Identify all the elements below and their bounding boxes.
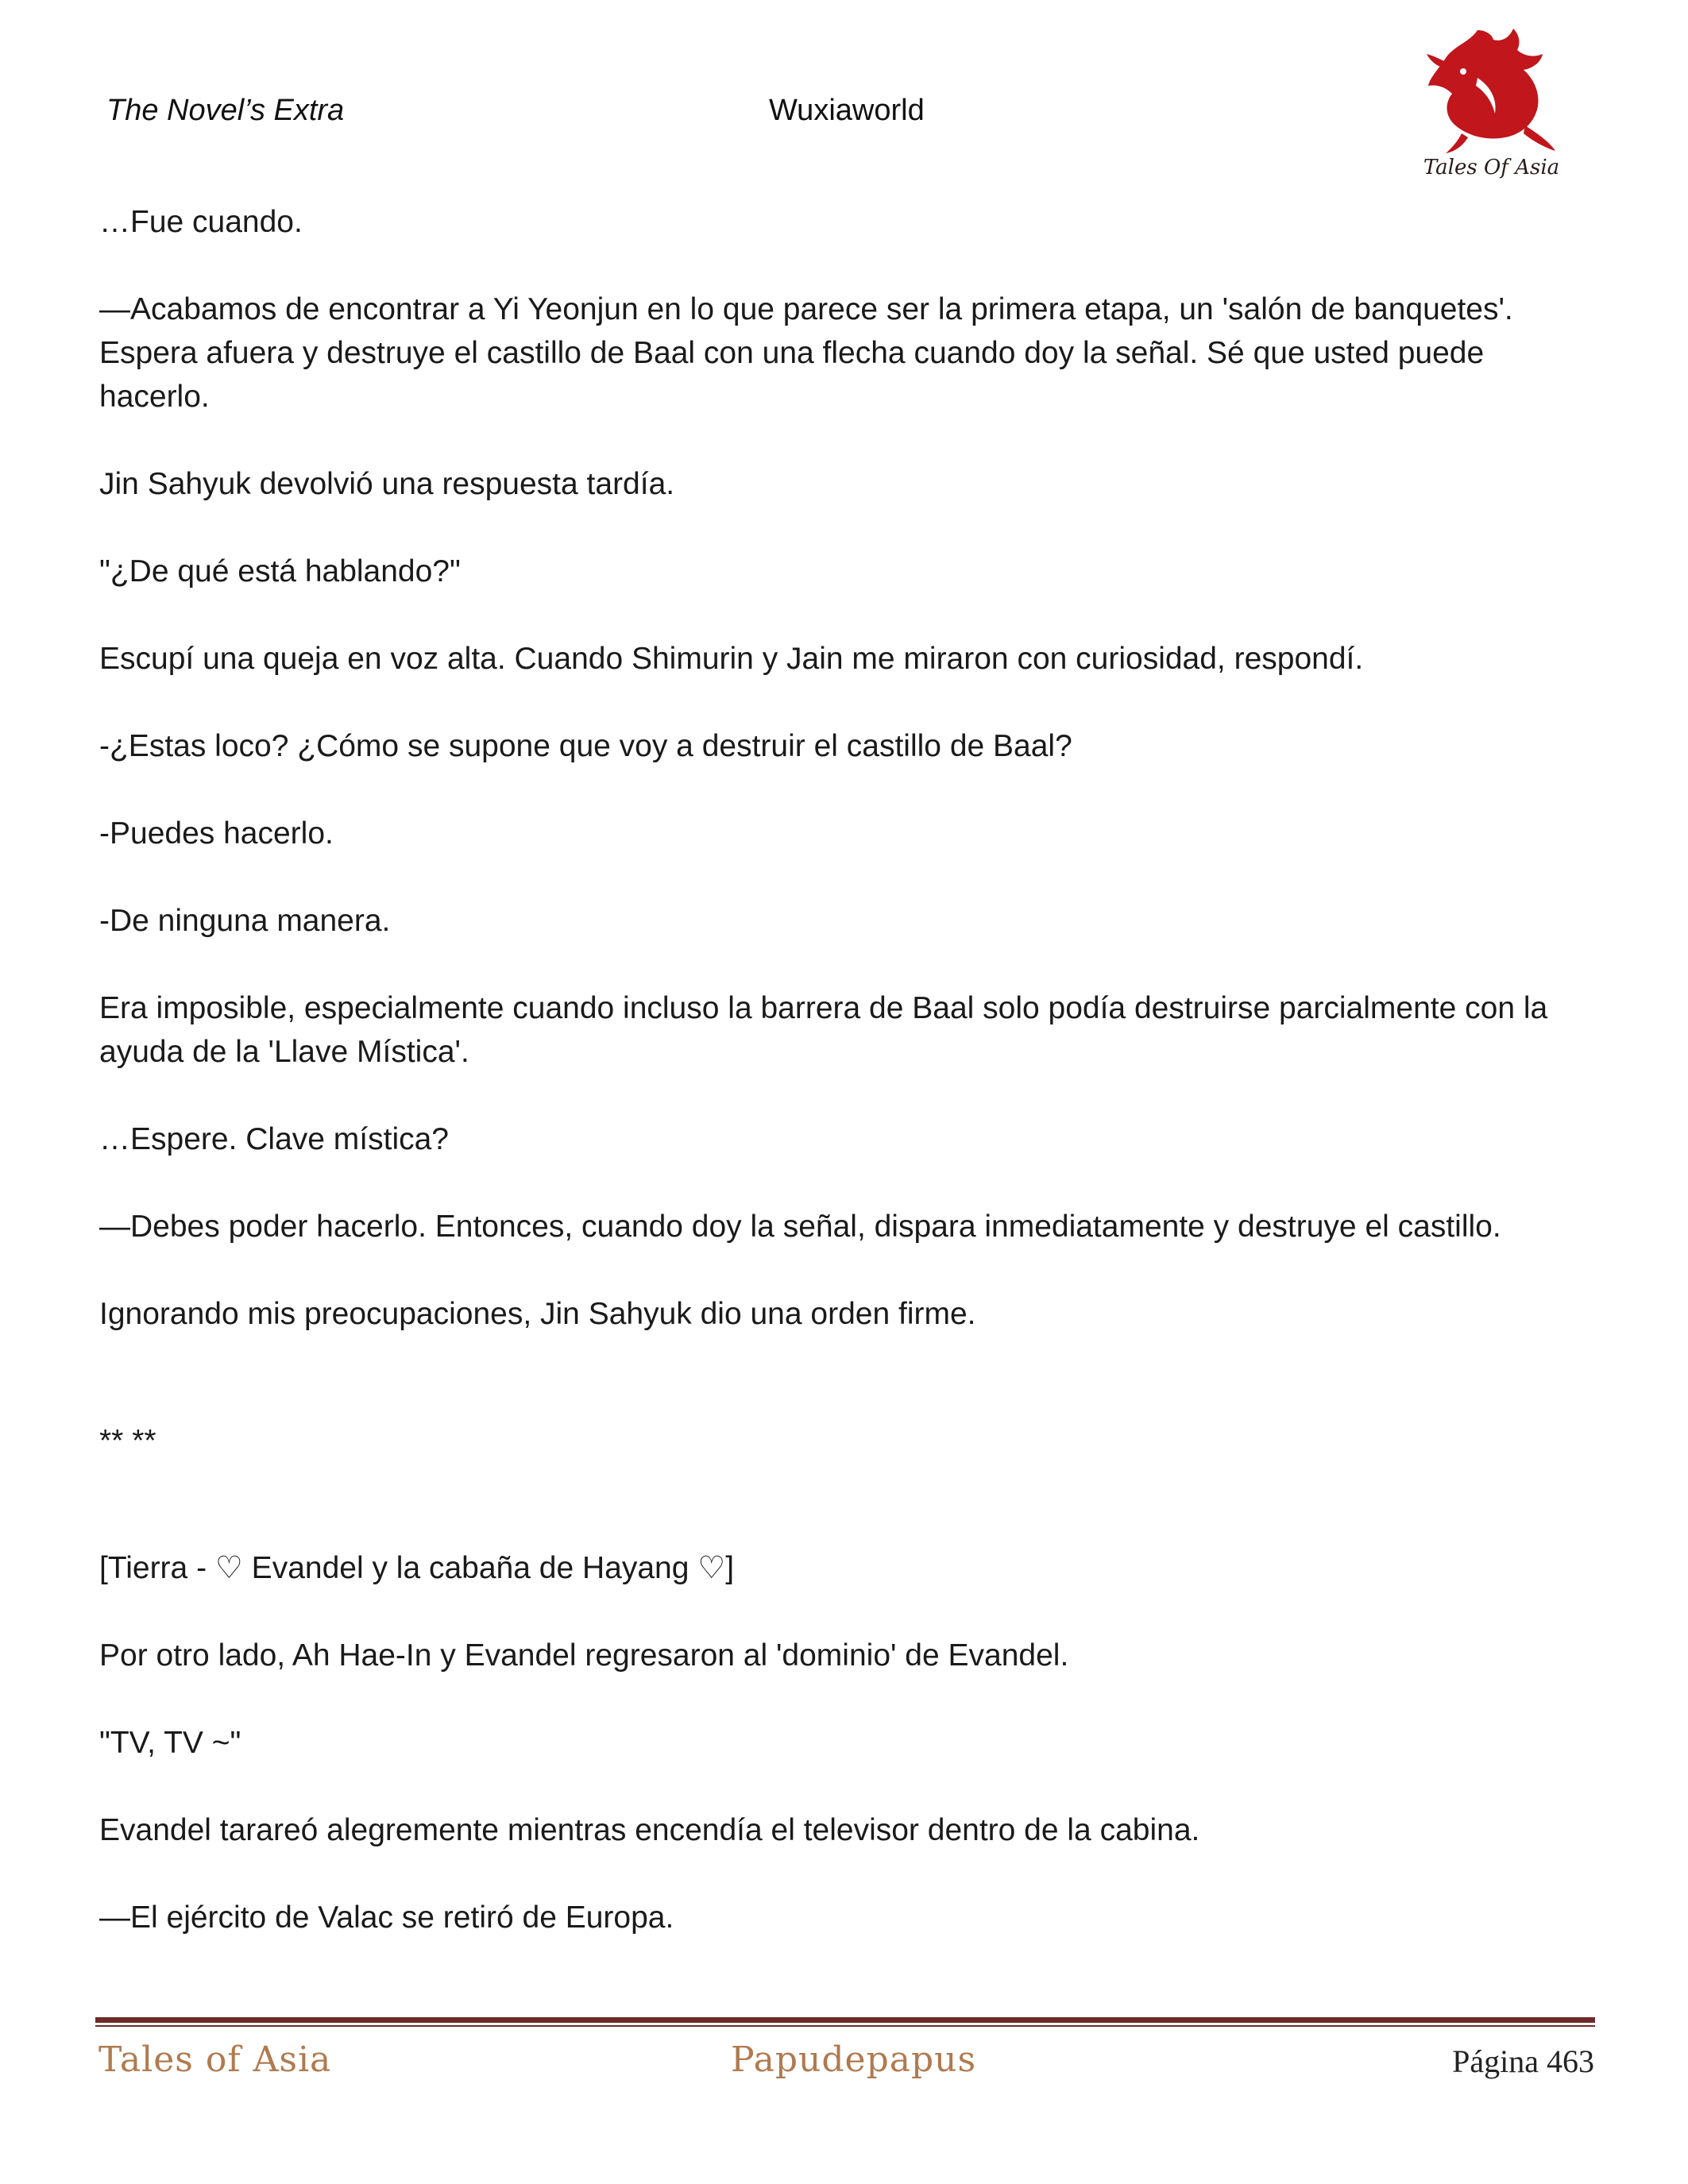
paragraph: -¿Estas loco? ¿Cómo se supone que voy a destruir el castillo de Baal? [99, 729, 1072, 763]
logo-text: Tales Of Asia [1423, 156, 1560, 179]
paragraph: Por otro lado, Ah Hae-In y Evandel regresaron al 'dominio' de Evandel. [99, 1638, 1069, 1673]
book-title: The Novel’s Extra [106, 94, 345, 127]
paragraph: …Espere. Clave mística? [99, 1122, 449, 1156]
paragraph: "TV, TV ~" [99, 1726, 241, 1760]
paragraph: …Fue cuando. [99, 205, 303, 239]
red-dragon-icon [1422, 22, 1561, 157]
paragraph: -Puedes hacerlo. [99, 816, 334, 851]
tales-of-asia-logo [1422, 22, 1561, 189]
paragraph: Escupí una queja en voz alta. Cuando Shimurin y Jain me miraron con curiosidad, respondí. [99, 642, 1364, 676]
paragraph: "¿De qué está hablando?" [99, 554, 461, 588]
footer-rule [95, 2017, 1595, 2023]
site-name: Wuxiaworld [769, 94, 925, 127]
page-number: Página 463 [1452, 2043, 1594, 2079]
footer-translator: Papudepapus [731, 2039, 977, 2080]
paragraph: —El ejército de Valac se retiró de Europa. [99, 1900, 674, 1935]
paragraph: -De ninguna manera. [99, 904, 391, 938]
footer-rule-thin [95, 2025, 1595, 2027]
paragraph: Ignorando mis preocupaciones, Jin Sahyuk dio una orden firme. [99, 1297, 976, 1331]
footer-publisher: Tales of Asia [98, 2039, 332, 2080]
paragraph: Jin Sahyuk devolvió una respuesta tardía. [99, 467, 675, 501]
scene-separator: ** ** [99, 1424, 156, 1458]
paragraph: —Debes poder hacerlo. Entonces, cuando doy la señal, dispara inmediatamente y destruye el castillo. [99, 1210, 1501, 1244]
paragraph: —Acabamos de encontrar a Yi Yeonjun en lo que parece ser la primera etapa, un 'salón de banquetes'. Espera afuera y destruye el castillo de Baal con una flecha cuando doy la señal. Sé que usted puede hacerlo. [99, 292, 1513, 414]
scene-heading: [Tierra - ♡ Evandel y la cabaña de Hayang ♡] [99, 1551, 735, 1585]
paragraph: Evandel tarareó alegremente mientras encendía el televisor dentro de la cabina. [99, 1813, 1200, 1847]
page-body [99, 200, 1569, 1983]
paragraph: Era imposible, especialmente cuando incluso la barrera de Baal solo podía destruirse parcialmente con la ayuda de la 'Llave Mística'. [99, 991, 1548, 1069]
